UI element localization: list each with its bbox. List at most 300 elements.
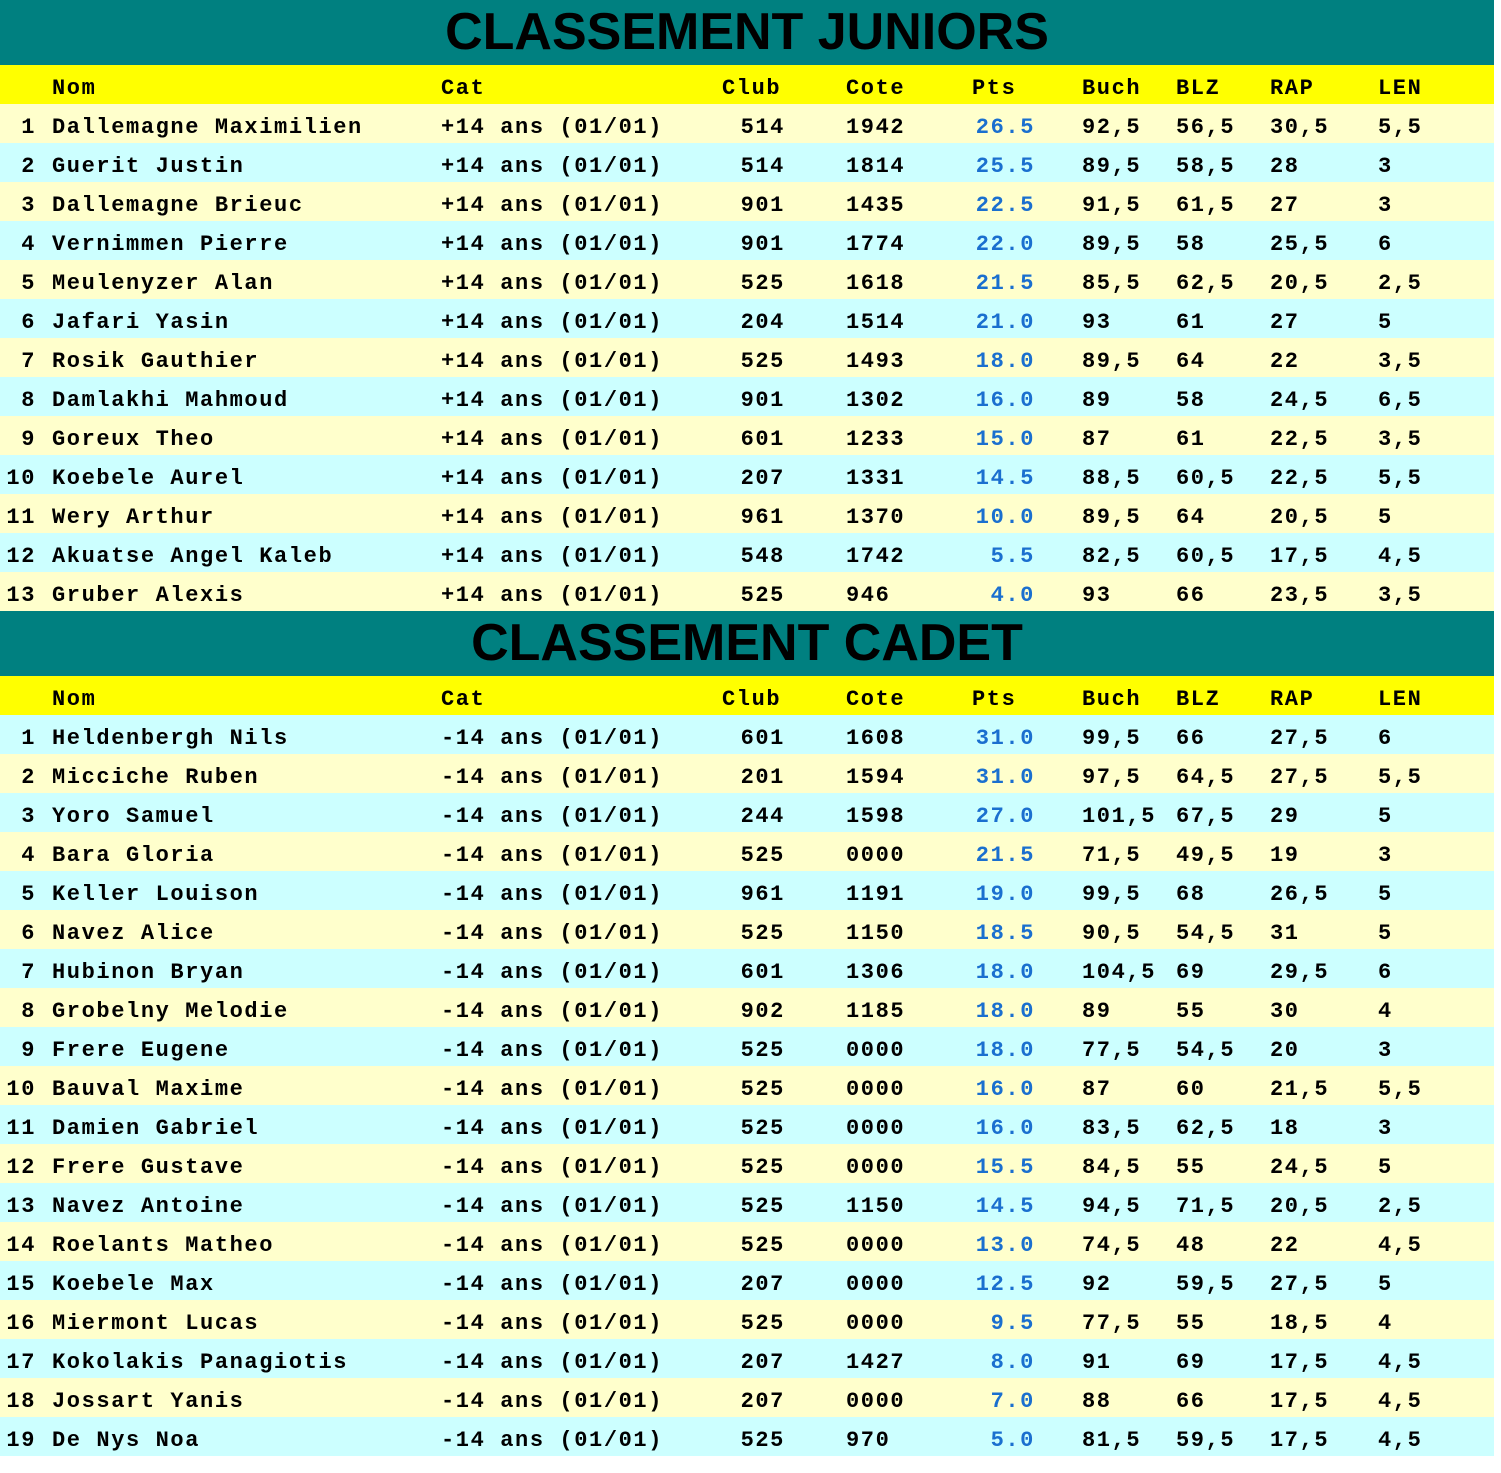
blz-cell: 58,5	[1176, 154, 1236, 179]
rating-cell: 1774	[846, 232, 906, 257]
rank-cell: 18	[6, 1389, 36, 1414]
buchholz-cell: 74,5	[1082, 1233, 1142, 1258]
table-row	[0, 1144, 1494, 1183]
rating-cell: 1331	[846, 466, 906, 491]
rank-cell: 3	[21, 804, 36, 829]
category-cell: -14 ans (01/01)	[441, 1272, 664, 1297]
rating-cell: 1598	[846, 804, 906, 829]
len-cell: 4	[1378, 1311, 1393, 1336]
rank-cell: 17	[6, 1350, 36, 1375]
rap-cell: 27	[1270, 310, 1300, 335]
rating-cell: 1150	[846, 921, 906, 946]
rap-cell: 26,5	[1270, 882, 1330, 907]
table-row	[0, 1378, 1494, 1417]
rating-cell: 946	[846, 583, 891, 608]
len-cell: 5,5	[1378, 765, 1423, 790]
category-cell: +14 ans (01/01)	[441, 544, 664, 569]
points-cell: 22.5	[975, 193, 1035, 218]
rap-cell: 20,5	[1270, 505, 1330, 530]
juniors-title: CLASSEMENT JUNIORS	[0, 0, 1494, 65]
rating-cell: 0000	[846, 1311, 906, 1336]
rap-cell: 24,5	[1270, 388, 1330, 413]
rating-cell: 1150	[846, 1194, 906, 1219]
name-cell: Frere Eugene	[52, 1038, 230, 1063]
rank-cell: 11	[6, 1116, 36, 1141]
len-cell: 6	[1378, 232, 1393, 257]
name-cell: Hubinon Bryan	[52, 960, 245, 985]
club-cell: 201	[740, 765, 785, 790]
points-cell: 18.0	[975, 960, 1035, 985]
club-cell: 207	[740, 1272, 785, 1297]
buchholz-cell: 89,5	[1082, 505, 1142, 530]
len-cell: 5	[1378, 1155, 1393, 1180]
len-cell: 5,5	[1378, 115, 1423, 140]
juniors-standings-section	[0, 0, 1501, 611]
points-cell: 18.0	[975, 349, 1035, 374]
len-cell: 5	[1378, 310, 1393, 335]
rank-cell: 16	[6, 1311, 36, 1336]
club-cell: 601	[740, 726, 785, 751]
rap-cell: 18,5	[1270, 1311, 1330, 1336]
len-cell: 3,5	[1378, 349, 1423, 374]
table-row	[0, 1339, 1494, 1378]
len-cell: 4,5	[1378, 1389, 1423, 1414]
buchholz-cell: 89	[1082, 999, 1112, 1024]
category-cell: +14 ans (01/01)	[441, 310, 664, 335]
rating-cell: 0000	[846, 1233, 906, 1258]
table-row	[0, 871, 1494, 910]
blz-cell: 62,5	[1176, 271, 1236, 296]
buchholz-cell: 94,5	[1082, 1194, 1142, 1219]
category-cell: -14 ans (01/01)	[441, 804, 664, 829]
club-cell: 525	[740, 921, 785, 946]
rap-cell: 17,5	[1270, 1389, 1330, 1414]
len-cell: 6	[1378, 960, 1393, 985]
name-cell: Vernimmen Pierre	[52, 232, 289, 257]
blz-cell: 48	[1176, 1233, 1206, 1258]
cadet-table-body	[0, 715, 1501, 1456]
rank-cell: 5	[21, 271, 36, 296]
rating-cell: 1427	[846, 1350, 906, 1375]
buchholz-cell: 71,5	[1082, 843, 1142, 868]
club-cell: 525	[740, 1155, 785, 1180]
header-cote: Cote	[846, 76, 906, 101]
rating-cell: 1191	[846, 882, 906, 907]
club-cell: 525	[740, 1311, 785, 1336]
club-cell: 514	[740, 154, 785, 179]
rank-cell: 10	[6, 466, 36, 491]
name-cell: Navez Alice	[52, 921, 215, 946]
category-cell: -14 ans (01/01)	[441, 960, 664, 985]
blz-cell: 60,5	[1176, 544, 1236, 569]
rap-cell: 27,5	[1270, 726, 1330, 751]
buchholz-cell: 81,5	[1082, 1428, 1142, 1453]
header-blz: BLZ	[1176, 76, 1221, 101]
buchholz-cell: 77,5	[1082, 1311, 1142, 1336]
category-cell: -14 ans (01/01)	[441, 1116, 664, 1141]
rank-cell: 7	[21, 349, 36, 374]
table-row	[0, 1417, 1494, 1456]
buchholz-cell: 88,5	[1082, 466, 1142, 491]
points-cell: 8.0	[990, 1350, 1035, 1375]
rank-cell: 1	[21, 115, 36, 140]
table-row	[0, 299, 1494, 338]
rating-cell: 1942	[846, 115, 906, 140]
category-cell: -14 ans (01/01)	[441, 1389, 664, 1414]
blz-cell: 59,5	[1176, 1428, 1236, 1453]
club-cell: 204	[740, 310, 785, 335]
points-cell: 16.0	[975, 1077, 1035, 1102]
name-cell: Damien Gabriel	[52, 1116, 260, 1141]
rap-cell: 20	[1270, 1038, 1300, 1063]
category-cell: -14 ans (01/01)	[441, 1350, 664, 1375]
name-cell: Meulenyzer Alan	[52, 271, 275, 296]
blz-cell: 64	[1176, 505, 1206, 530]
name-cell: Jossart Yanis	[52, 1389, 245, 1414]
rank-cell: 19	[6, 1428, 36, 1453]
buchholz-cell: 93	[1082, 583, 1112, 608]
table-row	[0, 182, 1494, 221]
len-cell: 4,5	[1378, 544, 1423, 569]
club-cell: 525	[740, 349, 785, 374]
len-cell: 2,5	[1378, 271, 1423, 296]
len-cell: 5	[1378, 804, 1393, 829]
points-cell: 31.0	[975, 726, 1035, 751]
points-cell: 13.0	[975, 1233, 1035, 1258]
table-row	[0, 754, 1494, 793]
blz-cell: 55	[1176, 1311, 1206, 1336]
category-cell: -14 ans (01/01)	[441, 1194, 664, 1219]
table-row	[0, 260, 1494, 299]
club-cell: 525	[740, 843, 785, 868]
header-cote: Cote	[846, 687, 906, 712]
rating-cell: 1435	[846, 193, 906, 218]
juniors-table-header	[0, 65, 1494, 104]
header-buch: Buch	[1082, 76, 1142, 101]
buchholz-cell: 87	[1082, 1077, 1112, 1102]
buchholz-cell: 85,5	[1082, 271, 1142, 296]
rap-cell: 30	[1270, 999, 1300, 1024]
category-cell: +14 ans (01/01)	[441, 583, 664, 608]
category-cell: -14 ans (01/01)	[441, 1038, 664, 1063]
len-cell: 2,5	[1378, 1194, 1423, 1219]
name-cell: Dallemagne Brieuc	[52, 193, 304, 218]
name-cell: Akuatse Angel Kaleb	[52, 544, 334, 569]
rap-cell: 25,5	[1270, 232, 1330, 257]
category-cell: +14 ans (01/01)	[441, 271, 664, 296]
rating-cell: 0000	[846, 1155, 906, 1180]
category-cell: -14 ans (01/01)	[441, 999, 664, 1024]
table-row	[0, 793, 1494, 832]
rating-cell: 1814	[846, 154, 906, 179]
len-cell: 5,5	[1378, 466, 1423, 491]
table-row	[0, 1027, 1494, 1066]
rap-cell: 31	[1270, 921, 1300, 946]
club-cell: 525	[740, 1077, 785, 1102]
blz-cell: 54,5	[1176, 921, 1236, 946]
rating-cell: 1594	[846, 765, 906, 790]
blz-cell: 61,5	[1176, 193, 1236, 218]
rap-cell: 22	[1270, 349, 1300, 374]
name-cell: Goreux Theo	[52, 427, 215, 452]
rating-cell: 1306	[846, 960, 906, 985]
rap-cell: 22,5	[1270, 427, 1330, 452]
category-cell: +14 ans (01/01)	[441, 232, 664, 257]
header-rap: RAP	[1270, 76, 1315, 101]
points-cell: 10.0	[975, 505, 1035, 530]
blz-cell: 59,5	[1176, 1272, 1236, 1297]
name-cell: Bauval Maxime	[52, 1077, 245, 1102]
name-cell: Dallemagne Maximilien	[52, 115, 363, 140]
header-nom: Nom	[52, 76, 97, 101]
name-cell: Heldenbergh Nils	[52, 726, 289, 751]
rank-cell: 9	[21, 427, 36, 452]
rank-cell: 7	[21, 960, 36, 985]
rank-cell: 12	[6, 544, 36, 569]
rank-cell: 8	[21, 999, 36, 1024]
points-cell: 31.0	[975, 765, 1035, 790]
name-cell: Roelants Matheo	[52, 1233, 275, 1258]
buchholz-cell: 89,5	[1082, 232, 1142, 257]
rating-cell: 1370	[846, 505, 906, 530]
rating-cell: 1742	[846, 544, 906, 569]
rank-cell: 13	[6, 583, 36, 608]
len-cell: 4,5	[1378, 1428, 1423, 1453]
buchholz-cell: 89,5	[1082, 154, 1142, 179]
rating-cell: 0000	[846, 843, 906, 868]
name-cell: Koebele Max	[52, 1272, 215, 1297]
blz-cell: 61	[1176, 427, 1206, 452]
header-rap: RAP	[1270, 687, 1315, 712]
points-cell: 18.0	[975, 1038, 1035, 1063]
header-len: LEN	[1378, 76, 1423, 101]
header-cat: Cat	[441, 76, 486, 101]
rank-cell: 1	[21, 726, 36, 751]
points-cell: 14.5	[975, 1194, 1035, 1219]
points-cell: 25.5	[975, 154, 1035, 179]
blz-cell: 55	[1176, 999, 1206, 1024]
blz-cell: 67,5	[1176, 804, 1236, 829]
table-row	[0, 832, 1494, 871]
points-cell: 12.5	[975, 1272, 1035, 1297]
header-pts: Pts	[972, 76, 1017, 101]
name-cell: Kokolakis Panagiotis	[52, 1350, 349, 1375]
buchholz-cell: 97,5	[1082, 765, 1142, 790]
len-cell: 3	[1378, 1038, 1393, 1063]
category-cell: -14 ans (01/01)	[441, 765, 664, 790]
table-row	[0, 572, 1494, 611]
cadet-standings-section	[0, 611, 1501, 1456]
header-len: LEN	[1378, 687, 1423, 712]
rap-cell: 17,5	[1270, 1428, 1330, 1453]
blz-cell: 60	[1176, 1077, 1206, 1102]
category-cell: -14 ans (01/01)	[441, 1233, 664, 1258]
category-cell: +14 ans (01/01)	[441, 505, 664, 530]
rap-cell: 23,5	[1270, 583, 1330, 608]
club-cell: 901	[740, 193, 785, 218]
rank-cell: 8	[21, 388, 36, 413]
club-cell: 961	[740, 505, 785, 530]
blz-cell: 64	[1176, 349, 1206, 374]
blz-cell: 66	[1176, 1389, 1206, 1414]
points-cell: 15.0	[975, 427, 1035, 452]
rank-cell: 10	[6, 1077, 36, 1102]
buchholz-cell: 89,5	[1082, 349, 1142, 374]
buchholz-cell: 83,5	[1082, 1116, 1142, 1141]
rank-cell: 4	[21, 843, 36, 868]
rap-cell: 28	[1270, 154, 1300, 179]
buchholz-cell: 99,5	[1082, 726, 1142, 751]
points-cell: 5.5	[990, 544, 1035, 569]
blz-cell: 56,5	[1176, 115, 1236, 140]
name-cell: De Nys Noa	[52, 1428, 201, 1453]
category-cell: -14 ans (01/01)	[441, 843, 664, 868]
rank-cell: 3	[21, 193, 36, 218]
rating-cell: 0000	[846, 1272, 906, 1297]
name-cell: Guerit Justin	[52, 154, 245, 179]
rating-cell: 0000	[846, 1038, 906, 1063]
rap-cell: 27,5	[1270, 765, 1330, 790]
rap-cell: 22,5	[1270, 466, 1330, 491]
blz-cell: 66	[1176, 583, 1206, 608]
points-cell: 21.5	[975, 843, 1035, 868]
category-cell: +14 ans (01/01)	[441, 466, 664, 491]
blz-cell: 61	[1176, 310, 1206, 335]
header-club: Club	[722, 76, 782, 101]
points-cell: 5.0	[990, 1428, 1035, 1453]
rap-cell: 22	[1270, 1233, 1300, 1258]
rap-cell: 27,5	[1270, 1272, 1330, 1297]
name-cell: Koebele Aurel	[52, 466, 245, 491]
category-cell: +14 ans (01/01)	[441, 115, 664, 140]
table-row	[0, 221, 1494, 260]
cadet-table-header	[0, 676, 1494, 715]
rap-cell: 30,5	[1270, 115, 1330, 140]
points-cell: 27.0	[975, 804, 1035, 829]
len-cell: 3,5	[1378, 583, 1423, 608]
buchholz-cell: 92,5	[1082, 115, 1142, 140]
table-row	[0, 1105, 1494, 1144]
len-cell: 4,5	[1378, 1350, 1423, 1375]
rating-cell: 1493	[846, 349, 906, 374]
table-row	[0, 1066, 1494, 1105]
club-cell: 207	[740, 1350, 785, 1375]
name-cell: Frere Gustave	[52, 1155, 245, 1180]
name-cell: Damlakhi Mahmoud	[52, 388, 289, 413]
category-cell: -14 ans (01/01)	[441, 1155, 664, 1180]
name-cell: Keller Louison	[52, 882, 260, 907]
category-cell: -14 ans (01/01)	[441, 1077, 664, 1102]
points-cell: 14.5	[975, 466, 1035, 491]
len-cell: 5	[1378, 505, 1393, 530]
buchholz-cell: 89	[1082, 388, 1112, 413]
rating-cell: 1608	[846, 726, 906, 751]
buchholz-cell: 101,5	[1082, 804, 1157, 829]
points-cell: 4.0	[990, 583, 1035, 608]
category-cell: -14 ans (01/01)	[441, 1311, 664, 1336]
buchholz-cell: 93	[1082, 310, 1112, 335]
header-pts: Pts	[972, 687, 1017, 712]
rating-cell: 1185	[846, 999, 906, 1024]
blz-cell: 66	[1176, 726, 1206, 751]
len-cell: 3,5	[1378, 427, 1423, 452]
points-cell: 21.5	[975, 271, 1035, 296]
club-cell: 902	[740, 999, 785, 1024]
blz-cell: 69	[1176, 960, 1206, 985]
rap-cell: 18	[1270, 1116, 1300, 1141]
name-cell: Bara Gloria	[52, 843, 215, 868]
category-cell: +14 ans (01/01)	[441, 388, 664, 413]
club-cell: 525	[740, 1233, 785, 1258]
club-cell: 525	[740, 1428, 785, 1453]
rap-cell: 29,5	[1270, 960, 1330, 985]
rating-cell: 1302	[846, 388, 906, 413]
name-cell: Grobelny Melodie	[52, 999, 289, 1024]
rank-cell: 15	[6, 1272, 36, 1297]
rap-cell: 27	[1270, 193, 1300, 218]
category-cell: -14 ans (01/01)	[441, 921, 664, 946]
rank-cell: 6	[21, 921, 36, 946]
category-cell: +14 ans (01/01)	[441, 427, 664, 452]
rating-cell: 1233	[846, 427, 906, 452]
len-cell: 6	[1378, 726, 1393, 751]
table-row	[0, 1222, 1494, 1261]
len-cell: 3	[1378, 154, 1393, 179]
club-cell: 525	[740, 1038, 785, 1063]
blz-cell: 64,5	[1176, 765, 1236, 790]
buchholz-cell: 88	[1082, 1389, 1112, 1414]
rap-cell: 24,5	[1270, 1155, 1330, 1180]
points-cell: 7.0	[990, 1389, 1035, 1414]
name-cell: Jafari Yasin	[52, 310, 230, 335]
table-row	[0, 988, 1494, 1027]
name-cell: Micciche Ruben	[52, 765, 260, 790]
blz-cell: 58	[1176, 388, 1206, 413]
cadet-title: CLASSEMENT CADET	[0, 611, 1494, 676]
club-cell: 514	[740, 115, 785, 140]
table-row	[0, 338, 1494, 377]
rating-cell: 1618	[846, 271, 906, 296]
rank-cell: 12	[6, 1155, 36, 1180]
club-cell: 525	[740, 1116, 785, 1141]
rap-cell: 17,5	[1270, 544, 1330, 569]
points-cell: 19.0	[975, 882, 1035, 907]
table-row	[0, 949, 1494, 988]
points-cell: 22.0	[975, 232, 1035, 257]
rank-cell: 4	[21, 232, 36, 257]
points-cell: 9.5	[990, 1311, 1035, 1336]
name-cell: Navez Antoine	[52, 1194, 245, 1219]
buchholz-cell: 84,5	[1082, 1155, 1142, 1180]
len-cell: 4	[1378, 999, 1393, 1024]
blz-cell: 55	[1176, 1155, 1206, 1180]
len-cell: 4,5	[1378, 1233, 1423, 1258]
club-cell: 207	[740, 1389, 785, 1414]
rank-cell: 11	[6, 505, 36, 530]
points-cell: 21.0	[975, 310, 1035, 335]
points-cell: 18.5	[975, 921, 1035, 946]
buchholz-cell: 99,5	[1082, 882, 1142, 907]
rank-cell: 13	[6, 1194, 36, 1219]
club-cell: 244	[740, 804, 785, 829]
len-cell: 5,5	[1378, 1077, 1423, 1102]
blz-cell: 62,5	[1176, 1116, 1236, 1141]
table-row	[0, 377, 1494, 416]
category-cell: -14 ans (01/01)	[441, 726, 664, 751]
club-cell: 525	[740, 1194, 785, 1219]
club-cell: 601	[740, 427, 785, 452]
name-cell: Yoro Samuel	[52, 804, 215, 829]
